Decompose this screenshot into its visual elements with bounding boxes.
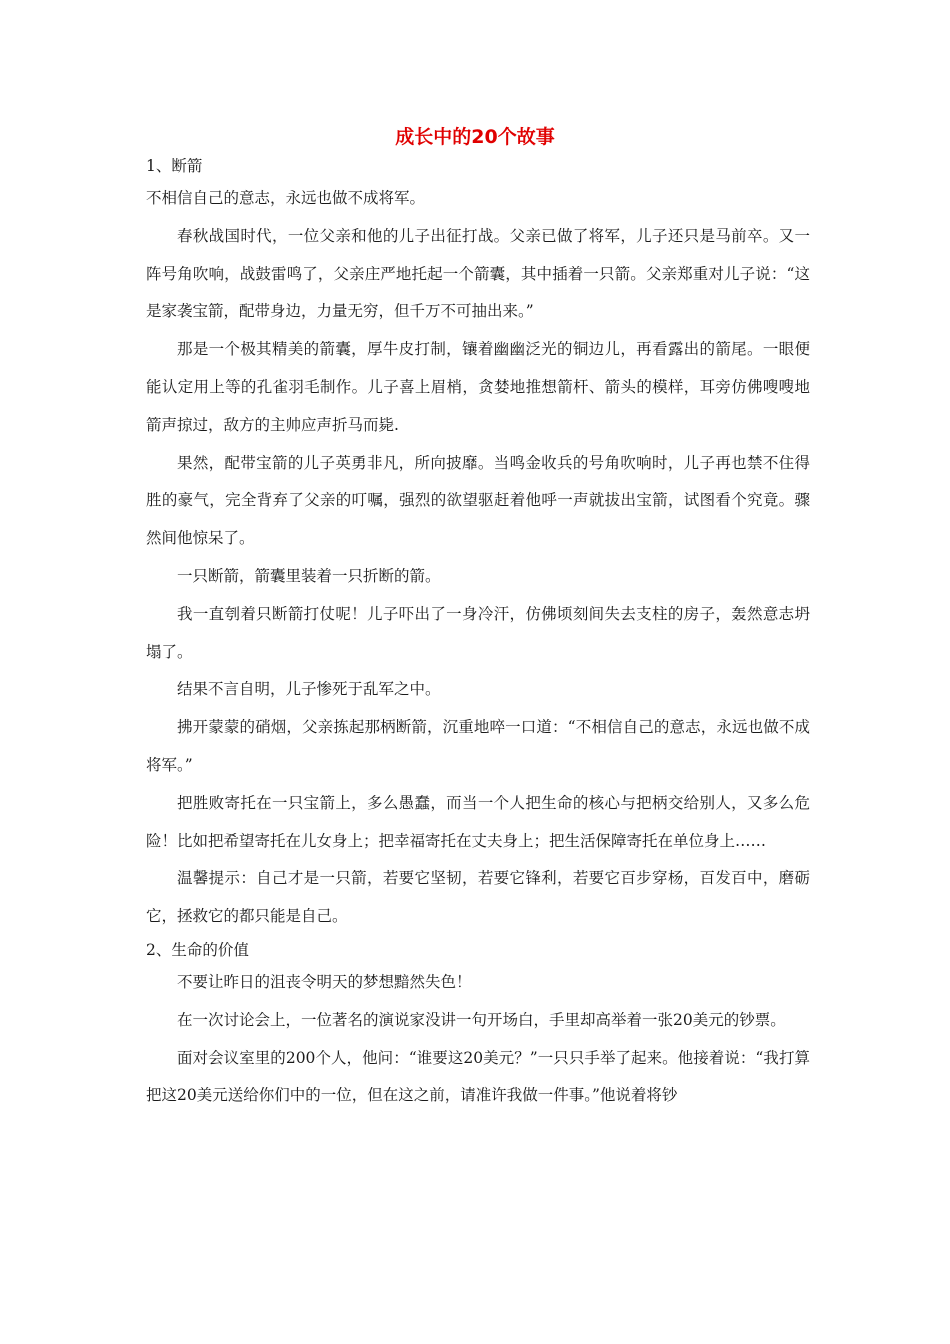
paragraph: 我一直刳着只断箭打仗呢！儿子吓出了一身冷汗，仿佛顷刻间失去支柱的房子，轰然意志坍塌了。 <box>146 604 810 661</box>
paragraph: 结果不言自明，儿子惨死于乱军之中。 <box>177 680 441 699</box>
paragraph: 把胜败寄托在一只宝箭上，多么愚蠢，而当一个人把生命的核心与把柄交给别人，又多么危险！比如把希望寄托在儿女身上；把幸福寄托在丈夫身上；把生活保障寄托在单位身上…… <box>146 793 810 850</box>
paragraph: 在一次讨论会上，一位著名的演说家没讲一句开场白，手里却高举着一张20美元的钞票。 <box>177 1010 786 1029</box>
paragraph: 拂开蒙蒙的硝烟，父亲拣起那柄断箭，沉重地啐一口道：“不相信自己的意志，永远也做不成将军。” <box>146 718 810 774</box>
page-title: 成长中的20个故事 <box>395 126 555 148</box>
paragraph: 果然，配带宝箭的儿子英勇非凡，所向披靡。当鸣金收兵的号角吹响时，儿子再也禁不住得胜的豪气，完全背弃了父亲的叮嘱，强烈的欲望驱赶着他呼一声就拔出宝箭，试图看个究竟。骤然间他惊呆了。 <box>146 453 810 548</box>
paragraph: 春秋战国时代，一位父亲和他的儿子出征打战。父亲已做了将军，儿子还只是马前卒。又一阵号角吹响，战鼓雷鸣了，父亲庄严地托起一个箭囊，其中插着一只箭。父亲郑重对儿子说：“这是家袭宝箭，配带身边，力量无穷，但千万不可抽出来。” <box>146 226 810 321</box>
section-heading: 2、生命的价值 <box>146 940 249 959</box>
paragraph: 一只断箭，箭囊里装着一只折断的箭。 <box>177 566 441 585</box>
section-heading: 1、断箭 <box>146 157 203 175</box>
document-body <box>146 152 810 1115</box>
paragraph: 温馨提示：自己才是一只箭，若要它坚韧，若要它锋利，若要它百步穿杨，百发百中，磨砺它，拯救它的都只能是自己。 <box>146 869 810 926</box>
paragraph: 那是一个极其精美的箭囊，厚牛皮打制，镶着幽幽泛光的铜边儿，再看露出的箭尾。一眼便能认定用上等的孔雀羽毛制作。儿子喜上眉梢，贪婪地推想箭杆、箭头的模样，耳旁仿佛嗖嗖地箭声掠过，敌方的主帅应声折马而毙. <box>146 340 810 434</box>
section-lead: 不相信自己的意志，永远也做不成将军。 <box>146 189 426 207</box>
paragraph: 面对会议室里的200个人，他问：“谁要这20美元？”一只只手举了起来。他接着说：“我打算把这20美元送给你们中的一位，但在这之前，请准许我做一件事。”他说着将钞 <box>146 1048 810 1105</box>
paragraph: 不要让昨日的沮丧令明天的梦想黯然失色！ <box>177 972 472 991</box>
